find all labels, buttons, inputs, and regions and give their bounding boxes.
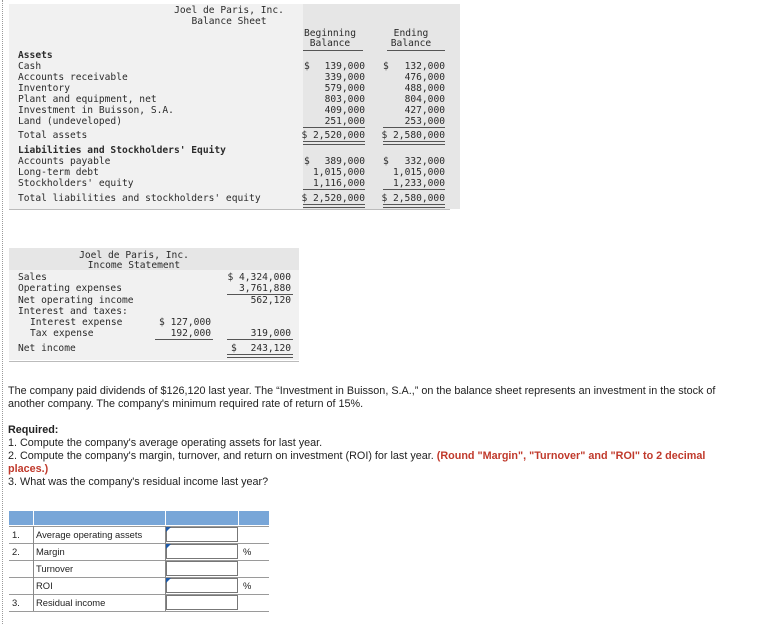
interest-label: Interest expense — [30, 317, 123, 328]
end-value: 1,233,000 — [393, 178, 445, 189]
row-label: Turnover — [33, 560, 166, 577]
dollar-sign: $ — [383, 156, 389, 167]
end-value: 488,000 — [404, 83, 445, 94]
total-double-rule — [383, 141, 445, 145]
input-marker-icon — [166, 578, 171, 583]
begin-value: 579,000 — [324, 83, 365, 94]
interest-value: $ 127,000 — [159, 317, 211, 328]
row-label: Investment in Buisson, S.A. — [18, 105, 174, 116]
sales-label: Sales — [18, 272, 47, 283]
problem-description: The company paid dividends of $126,120 last year. The “Investment in Buisson, S.A.,” on the balance sheet represents an investment in the stock of another company. The company's minimum required rate of return of 15%. — [8, 385, 716, 410]
row-label: Cash — [18, 61, 42, 72]
total-double-rule — [383, 204, 445, 208]
required-heading: Required: — [8, 424, 59, 436]
liabilities-header: Liabilities and Stockholders' Equity — [18, 145, 226, 156]
col-ending-line1: Ending — [393, 28, 429, 39]
total-assets-end: $ 2,580,000 — [381, 130, 445, 141]
answer-row-margin — [9, 543, 269, 560]
opex-value: 3,761,880 — [239, 283, 291, 294]
row-number: 3. — [12, 597, 20, 608]
requirement-1: 1. Compute the company's average operating assets for last year. — [8, 437, 323, 449]
answer-table-header — [34, 511, 165, 525]
answer-table-header — [9, 511, 33, 525]
total-double-rule — [303, 141, 365, 145]
row-label: ROI — [33, 577, 166, 594]
answer-table-header — [166, 511, 238, 525]
row-divider — [9, 611, 269, 612]
row-label: Accounts receivable — [18, 72, 128, 83]
residual-income-input[interactable] — [166, 595, 238, 610]
end-value: 332,000 — [404, 156, 445, 167]
noi-value: 562,120 — [250, 295, 291, 306]
row-label: Average operating assets — [33, 526, 166, 543]
balance-sheet-subtitle: Balance Sheet — [191, 16, 267, 27]
opex-label: Operating expenses — [18, 283, 122, 294]
row-number: 2. — [12, 546, 20, 557]
row-label: Accounts payable — [18, 156, 111, 167]
subtotal-rule — [155, 339, 213, 340]
begin-value: 389,000 — [324, 156, 365, 167]
noi-label: Net operating income — [18, 295, 134, 306]
roi-input[interactable] — [166, 578, 238, 593]
tax-value: 192,000 — [170, 328, 211, 339]
row-label: Long-term debt — [18, 167, 99, 178]
begin-value: 251,000 — [324, 116, 365, 127]
tax-label: Tax expense — [30, 328, 94, 339]
col-beginning-line2: Balance — [309, 38, 351, 49]
requirement-2 — [8, 450, 748, 476]
total-assets-label: Total assets — [18, 130, 88, 141]
page-left-border — [2, 0, 3, 624]
total-liabilities-begin: $ 2,520,000 — [301, 193, 365, 204]
subtotal-rule — [227, 339, 293, 340]
income-statement — [9, 248, 299, 360]
total-double-rule — [227, 354, 293, 358]
row-label: Residual income — [33, 594, 166, 611]
subtotal-rule — [303, 127, 365, 128]
end-value: 132,000 — [404, 61, 445, 72]
interest-taxes-label: Interest and taxes: — [18, 306, 128, 317]
end-value: 476,000 — [404, 72, 445, 83]
answer-row-roi — [9, 577, 269, 594]
total-double-rule — [303, 204, 365, 208]
end-value: 253,000 — [404, 116, 445, 127]
row-label: Plant and equipment, net — [18, 94, 157, 105]
requirement-2-text: 2. Compute the company's margin, turnover, and return on investment (ROI) for last year. — [8, 450, 437, 462]
row-label: Margin — [33, 543, 166, 560]
begin-value: 409,000 — [324, 105, 365, 116]
col-beginning-line1: Beginning — [304, 28, 356, 39]
rounding-instruction: (Round "Margin", "Turnover" and "ROI" to 2 decimal places.) — [8, 450, 706, 475]
begin-value: 139,000 — [324, 61, 365, 72]
requirement-3: 3. What was the company's residual income last year? — [8, 476, 269, 488]
total-assets-begin: $ 2,520,000 — [301, 130, 365, 141]
interest-tax-total: 319,000 — [250, 328, 291, 339]
answer-row-residual-income — [9, 594, 269, 611]
end-value: 427,000 — [404, 105, 445, 116]
dollar-sign: $ — [304, 156, 310, 167]
income-statement-title: Joel de Paris, Inc. — [79, 250, 189, 261]
income-statement-bottom-border — [9, 361, 299, 365]
answer-row-turnover — [9, 560, 269, 577]
turnover-input[interactable] — [166, 561, 238, 576]
balance-sheet-title: Joel de Paris, Inc. — [174, 5, 284, 16]
input-marker-icon — [166, 527, 171, 532]
net-income-label: Net income — [18, 343, 76, 354]
col-ending-line2: Balance — [390, 38, 432, 49]
input-marker-icon — [166, 544, 171, 549]
end-value: 804,000 — [404, 94, 445, 105]
col-ending-rule — [387, 50, 445, 51]
begin-value: 1,015,000 — [313, 167, 365, 178]
required-section — [8, 424, 748, 489]
sales-value: $ 4,324,000 — [227, 272, 291, 283]
assets-header: Assets — [18, 50, 53, 61]
row-number: 1. — [12, 529, 20, 540]
average-operating-assets-input[interactable] — [166, 527, 238, 542]
total-liabilities-end: $ 2,580,000 — [381, 193, 445, 204]
subtotal-rule — [303, 189, 365, 190]
col-beginning-rule — [303, 50, 363, 51]
net-income-dollar: $ — [231, 343, 237, 354]
begin-value: 1,116,000 — [313, 178, 365, 189]
row-label: Inventory — [18, 83, 70, 94]
begin-value: 339,000 — [324, 72, 365, 83]
net-income-value: 243,120 — [250, 343, 291, 354]
total-liabilities-label: Total liabilities and stockholders' equity — [18, 193, 261, 204]
row-label: Stockholders' equity — [18, 178, 134, 189]
income-statement-subtitle: Income Statement — [87, 260, 181, 271]
balance-sheet-bottom-border — [9, 209, 450, 213]
balance-sheet — [9, 4, 450, 209]
end-value: 1,015,000 — [393, 167, 445, 178]
margin-input[interactable] — [166, 544, 238, 559]
subtotal-rule — [383, 127, 445, 128]
dollar-sign: $ — [383, 61, 389, 72]
row-label: Land (undeveloped) — [18, 116, 122, 127]
dollar-sign: $ — [304, 61, 310, 72]
answer-table-header — [239, 511, 269, 525]
answer-row-average-operating-assets — [9, 526, 269, 543]
percent-unit: % — [243, 546, 252, 557]
begin-value: 803,000 — [324, 94, 365, 105]
percent-unit: % — [243, 580, 252, 591]
subtotal-rule — [383, 189, 445, 190]
